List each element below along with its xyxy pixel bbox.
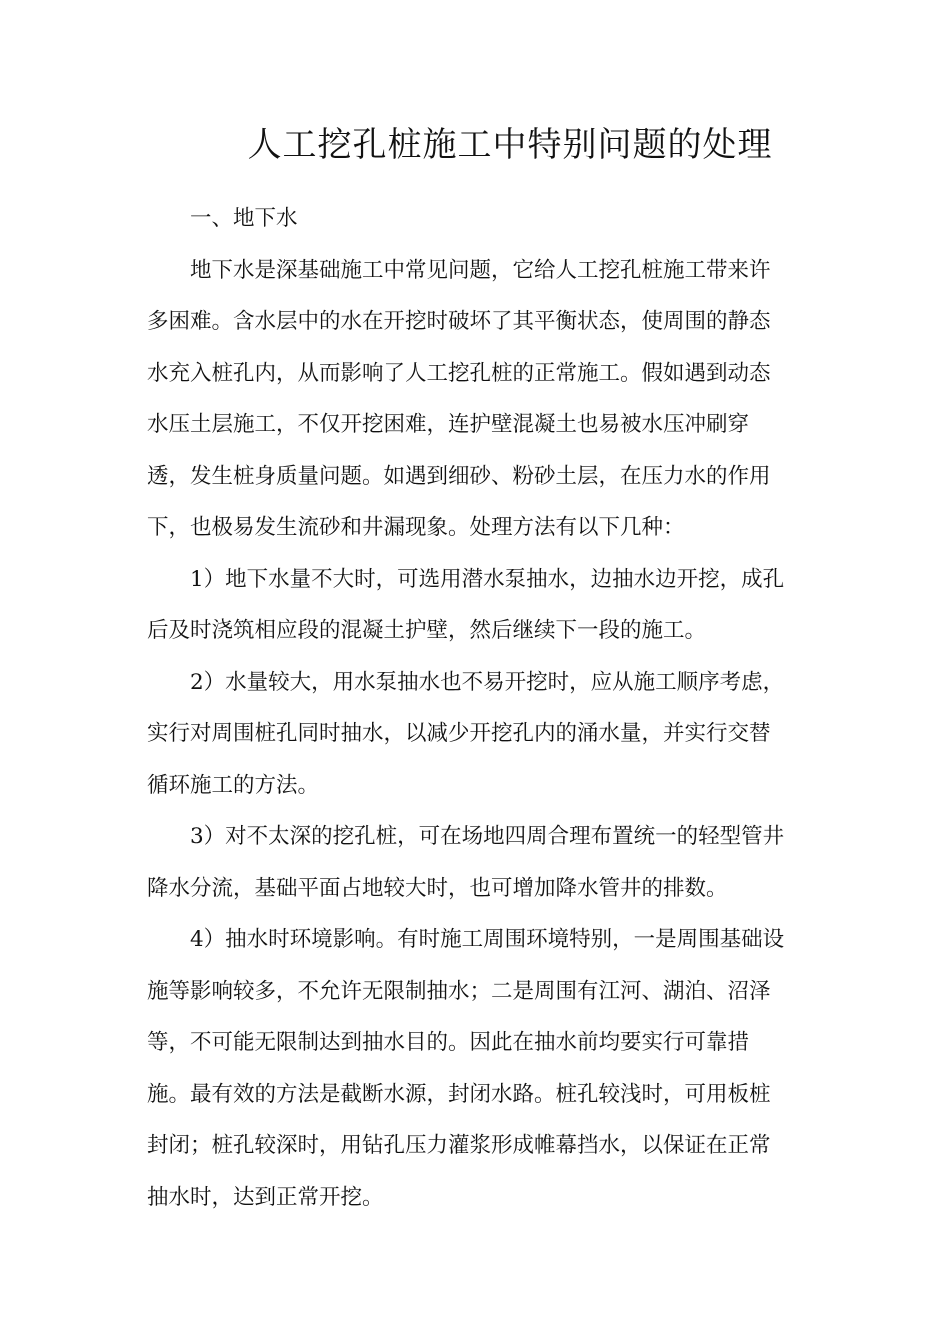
paragraph-line: 4）抽水时环境影响。有时施工周围环境特别，一是周围基础设 (190, 927, 785, 952)
paragraph-method-3 (147, 811, 807, 914)
paragraph-line: 透，发生桩身质量问题。如遇到细砂、粉砂土层，在压力水的作用 (147, 463, 771, 489)
paragraph-line: 下，也极易发生流砂和井漏现象。处理方法有以下几种： (147, 515, 685, 540)
paragraph-line: 封闭；桩孔较深时，用钻孔压力灌浆形成帷幕挡水，以保证在正常 (147, 1133, 771, 1158)
paragraph-line: 循环施工的方法。 (147, 772, 320, 798)
paragraph-line: 降水分流，基础平面占地较大时，也可增加降水管井的排数。 (147, 875, 728, 901)
section-heading-text: 一、地下水 (190, 206, 298, 231)
paragraph-line: 施。最有效的方法是截断水源，封闭水路。桩孔较浅时，可用板桩 (147, 1081, 771, 1107)
paragraph-line: 实行对周围桩孔同时抽水，以减少开挖孔内的涌水量，并实行交替 (147, 721, 771, 746)
document-body (147, 193, 807, 1223)
paragraph-line: 等，不可能无限制达到抽水目的。因此在抽水前均要实行可靠措 (147, 1030, 750, 1055)
paragraph-line: 水充入桩孔内，从而影响了人工挖孔桩的正常施工。假如遇到动态 (147, 360, 771, 386)
document-title: 人工挖孔桩施工中特别问题的处理 (247, 125, 773, 165)
paragraph-intro (147, 245, 807, 554)
paragraph-line: 抽水时，达到正常开挖。 (147, 1184, 384, 1210)
paragraph-line: 施等影响较多，不允许无限制抽水；二是周围有江河、湖泊、沼泽 (147, 978, 771, 1004)
paragraph-line: 后及时浇筑相应段的混凝土护壁，然后继续下一段的施工。 (147, 618, 707, 643)
paragraph-line: 3）对不太深的挖孔桩，可在场地四周合理布置统一的轻型管井 (190, 824, 785, 849)
section-heading (147, 193, 807, 245)
paragraph-line: 2）水量较大，用水泵抽水也不易开挖时，应从施工顺序考虑， (190, 669, 785, 695)
paragraph-method-4 (147, 914, 807, 1223)
paragraph-line: 地下水是深基础施工中常见问题，它给人工挖孔桩施工带来许 (190, 257, 771, 283)
paragraph-method-1 (147, 554, 807, 657)
paragraph-method-2 (147, 657, 807, 812)
paragraph-line: 水压土层施工，不仅开挖困难，连护壁混凝土也易被水压冲刷穿 (147, 412, 750, 437)
paragraph-line: 多困难。含水层中的水在开挖时破坏了其平衡状态，使周围的静态 (147, 309, 771, 334)
paragraph-line: 1）地下水量不大时，可选用潜水泵抽水，边抽水边开挖，成孔 (190, 566, 785, 592)
